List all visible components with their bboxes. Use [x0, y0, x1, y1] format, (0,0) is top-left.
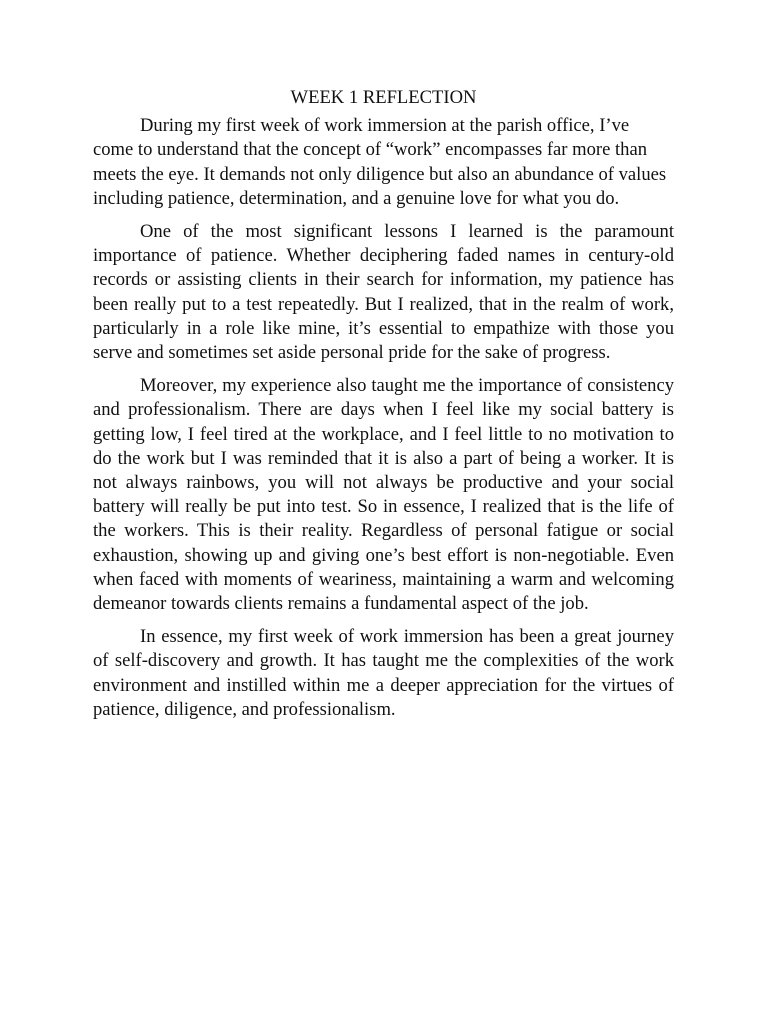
paragraph-patience: One of the most significant lessons I learned is the paramount importance of patience. Whether deciphering faded names in century-old records or assisting clients in their search for information, my patience has been really put to a test repeatedly. But I realized, that in the realm of work, particularly in a role like mine, it’s essential to empathize with those you serve and sometimes set aside personal pride for the sake of progress. [93, 221, 674, 364]
document-body [93, 86, 674, 731]
paragraph-professionalism: Moreover, my experience also taught me the importance of consistency and professionalism. There are days when I feel like my social battery is getting low, I feel tired at the workplace, and I feel little to no motivation to do the work but I was reminded that it is also a part of being a worker. It is not always rainbows, you will not always be productive and your social battery will really be put into test. So in essence, I realized that is the life of the workers. This is their reality. Regardless of personal fatigue or social exhaustion, showing up and giving one’s best effort is non-negotiable. Even when faced with moments of weariness, maintaining a warm and welcoming demeanor towards clients remains a fundamental aspect of the job. [93, 375, 674, 615]
paragraph-intro: During my first week of work immersion at the parish office, I’ve come to understand that the concept of “work” encompasses far more than meets the eye. It demands not only diligence but also an abundance of values including patience, determination, and a genuine love for what you do. [93, 115, 667, 209]
document-title: WEEK 1 REFLECTION [290, 87, 477, 108]
paragraph-conclusion: In essence, my first week of work immersion has been a great journey of self-discovery and growth. It has taught me the complexities of the work environment and instilled within me a deeper appreciation for the virtues of patience, diligence, and professionalism. [93, 626, 674, 720]
